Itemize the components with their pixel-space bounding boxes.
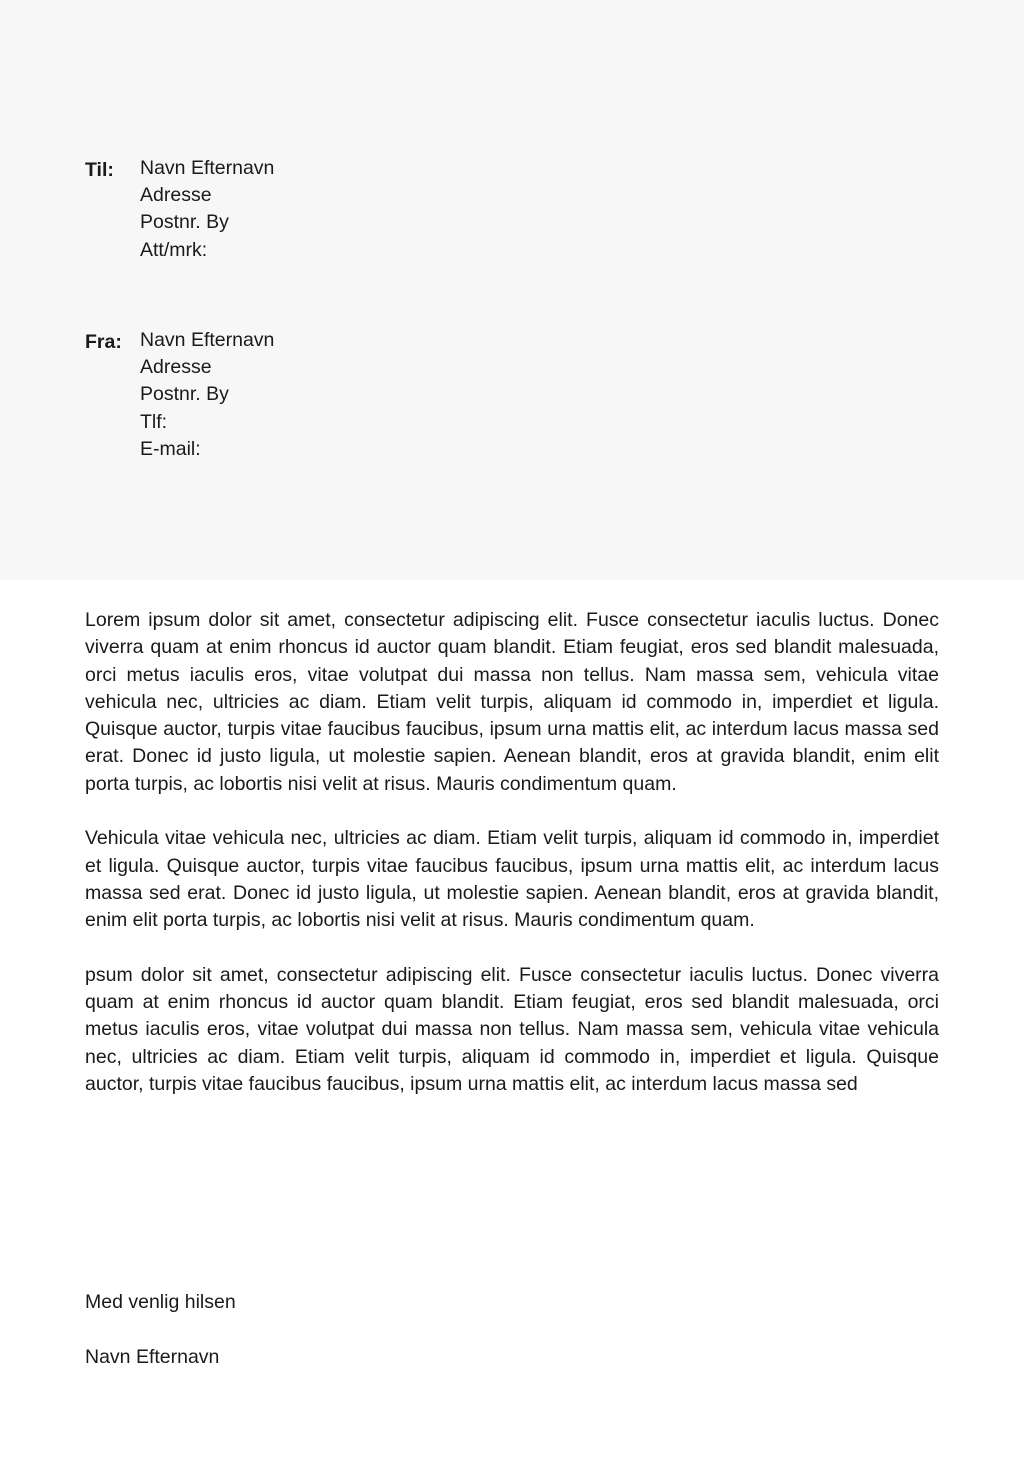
sender-address [140,327,540,463]
recipient-address [140,155,540,264]
address-header-band [0,0,1024,580]
body-paragraph: Lorem ipsum dolor sit amet, consectetur adipiscing elit. Fusce consectetur iaculis luctus. Donec viverra quam at enim rhoncus id auctor quam blandit. Etiam feugiat, eros sed blandit malesuada, orci metus iaculis eros, vitae volutpat dui massa non tellus. Nam massa sem, vehicula vitae vehicula nec, ultricies ac diam. Etiam velit turpis, aliquam id commodo in, imperdiet et ligula. Quisque auctor, turpis vitae faucibus faucibus, ipsum urna mattis elit, ac interdum lacus massa sed erat. Donec id justo ligula, ut molestie sapien. Aenean blandit, eros at gravida blandit, enim elit porta turpis, ac lobortis nisi velit at risus. Mauris condimentum quam. [85,609,939,795]
sender-email: E-mail: [140,437,201,460]
recipient-address-line: Adresse [140,184,212,207]
sender-phone: Tlf: [140,410,168,433]
closing-greeting: Med venlig hilsen [85,1291,236,1313]
closing-block [85,1289,236,1371]
body-paragraph: psum dolor sit amet, consectetur adipiscing elit. Fusce consectetur iaculis luctus. Donec viverra quam at enim rhoncus id auctor quam blandit. Etiam feugiat, eros sed blandit malesuada, orci metus iaculis eros, vitae volutpat dui massa non tellus. Nam massa sem, vehicula vitae vehicula nec, ultricies ac diam. Etiam velit turpis, aliquam id commodo in, imperdiet et ligula. Quisque auctor, turpis vitae faucibus faucibus, ipsum urna mattis elit, ac interdum lacus massa sed [85,963,939,1096]
letter-body [85,607,939,1126]
sender-name: Navn Efternavn [140,329,275,351]
sender-postal-city: Postnr. By [140,383,229,406]
signature-name: Navn Efternavn [85,1346,220,1368]
sender-address-line: Adresse [140,356,212,379]
body-paragraph: Vehicula vitae vehicula nec, ultricies ac diam. Etiam velit turpis, aliquam id commodo in, imperdiet et ligula. Quisque auctor, turpis vitae faucibus faucibus, ipsum urna mattis elit, ac interdum lacus massa sed erat. Donec id justo ligula, ut molestie sapien. Aenean blandit, eros at gravida blandit, enim elit porta turpis, ac lobortis nisi velit at risus. Mauris condimentum quam. [85,827,939,932]
recipient-label: Til: [85,159,114,181]
recipient-attention: Att/mrk: [140,238,208,261]
sender-label: Fra: [85,331,122,353]
recipient-name: Navn Efternavn [140,157,275,179]
recipient-postal-city: Postnr. By [140,211,229,234]
